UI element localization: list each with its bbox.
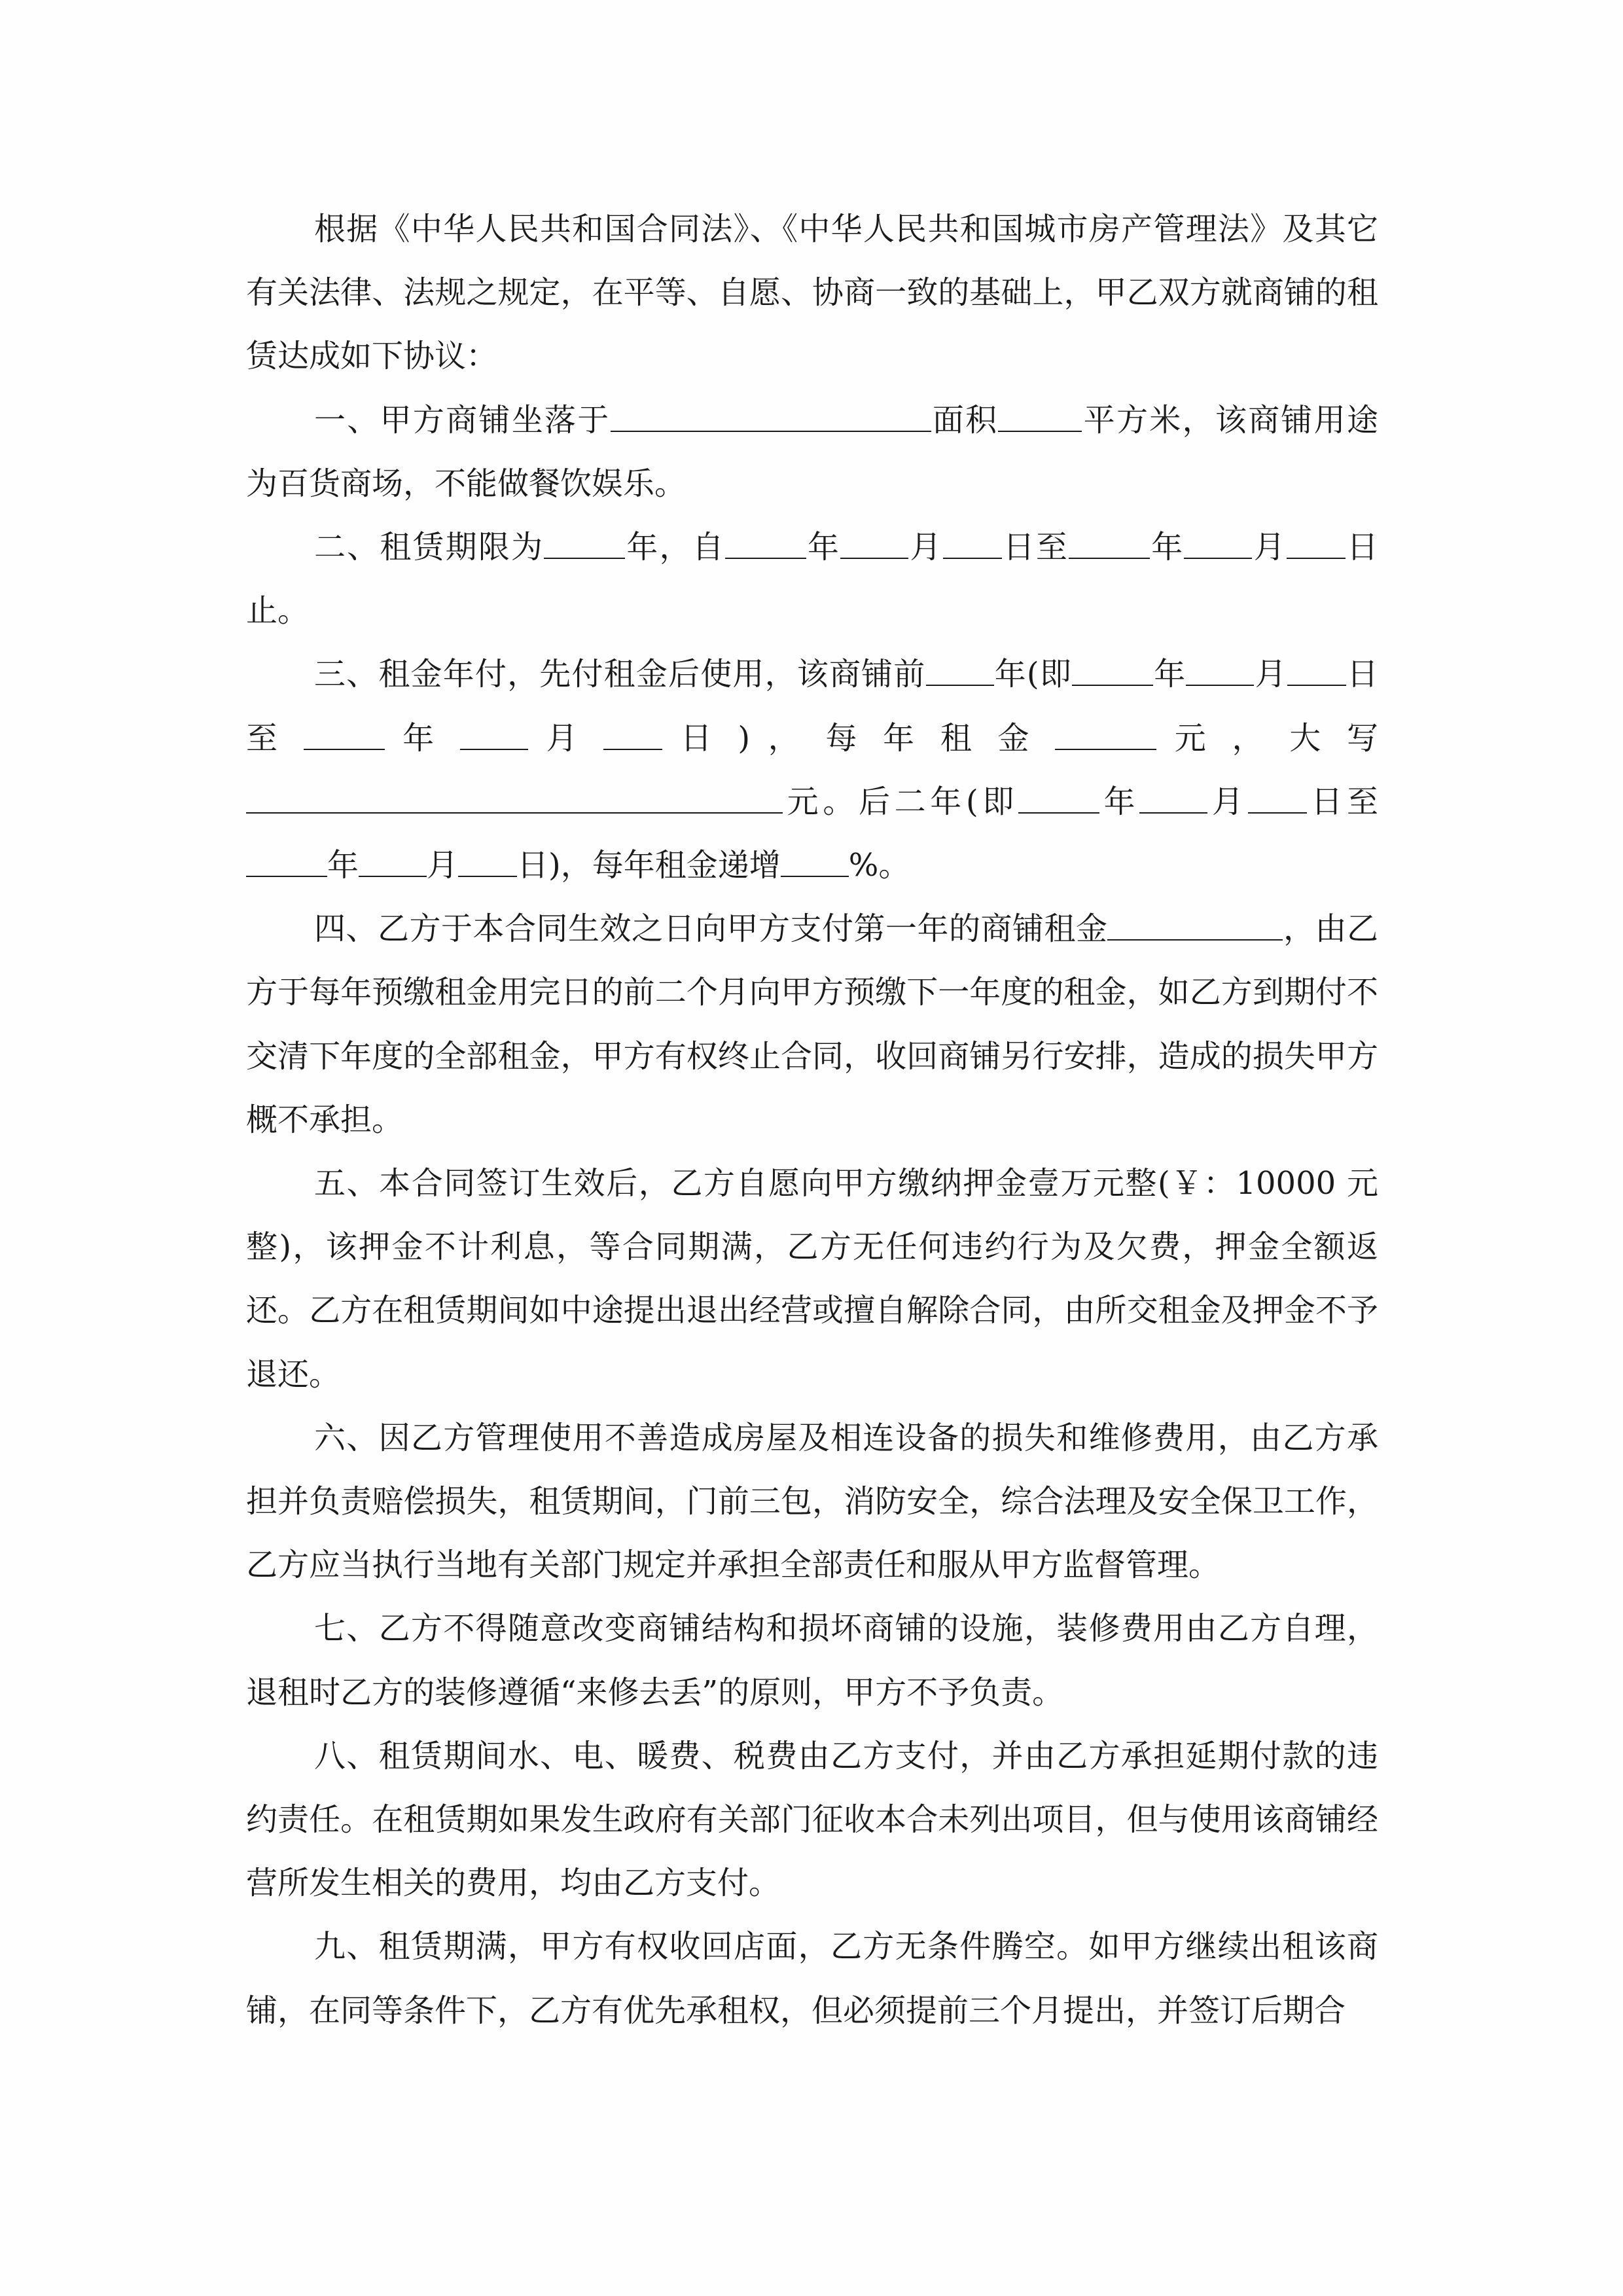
- paragraph-intro: [246, 198, 1378, 389]
- paragraph-text: 一、甲方商铺坐落于: [314, 401, 611, 439]
- fill-in-blank[interactable]: [246, 847, 327, 877]
- paragraph-clause-2: [246, 516, 1378, 643]
- paragraph-clause-7: [246, 1597, 1378, 1724]
- paragraph-text: 月: [1207, 783, 1248, 820]
- paragraph-text: 日 至: [246, 656, 1378, 757]
- paragraph-text: 年: [1099, 783, 1140, 820]
- fill-in-blank[interactable]: [359, 847, 427, 877]
- paragraph-text: 年(即: [993, 656, 1073, 693]
- fill-in-blank[interactable]: [926, 656, 994, 686]
- paragraph-text: 五、本合同签订生效后，乙方自愿向甲方缴纳押金壹万元整(￥：10000 元整)，该押金不计利息，等合同期满，乙方无任何违约行为及欠费，押金全额返还。乙方在租赁期间如中途提出退出经营或擅自解除合同，由所交租金及押金不予退还。: [246, 1165, 1378, 1393]
- fill-in-blank[interactable]: [1018, 783, 1099, 814]
- fill-in-blank[interactable]: [1186, 656, 1254, 686]
- paragraph-text: 年: [806, 529, 841, 566]
- paragraph-text: 年，自: [625, 529, 725, 566]
- paragraph-text: 八、租赁期间水、电、暖费、税费由乙方支付，并由乙方承担延期付款的违约责任。在租赁期如果发生政府有关部门征收本合未列出项目，但与使用该商铺经营所发生相关的费用，均由乙方支付。: [246, 1737, 1378, 1902]
- paragraph-text: 月: [908, 529, 943, 566]
- fill-in-blank[interactable]: [304, 720, 385, 750]
- fill-in-blank[interactable]: [998, 402, 1082, 432]
- paragraph-text: 月: [427, 847, 459, 884]
- contract-body: [246, 198, 1378, 2043]
- paragraph-text: 三、租金年付，先付租金后使用，该商铺前: [314, 656, 926, 693]
- paragraph-text: 日止。: [246, 529, 1378, 630]
- paragraph-text: %。: [848, 847, 910, 884]
- paragraph-text: 月: [1254, 656, 1287, 693]
- fill-in-blank[interactable]: [1139, 783, 1207, 814]
- paragraph-clause-4: [246, 897, 1378, 1152]
- fill-in-blank[interactable]: [1107, 910, 1283, 941]
- paragraph-text: 年: [1150, 529, 1185, 566]
- paragraph-text: 日至: [1001, 529, 1069, 566]
- fill-in-blank[interactable]: [458, 847, 517, 877]
- paragraph-text: 年: [1153, 656, 1186, 693]
- paragraph-clause-9: [246, 1915, 1378, 2042]
- fill-in-blank[interactable]: [943, 529, 1002, 559]
- fill-in-blank[interactable]: [246, 783, 783, 814]
- paragraph-clause-5: [246, 1152, 1378, 1407]
- paragraph-text: 年: [327, 847, 359, 884]
- paragraph-clause-6: [246, 1407, 1378, 1598]
- paragraph-text: 四、乙方于本合同生效之日向甲方支付第一年的商铺租金: [314, 910, 1108, 948]
- paragraph-text: 日 ) ， 每 年 租 金: [662, 719, 1056, 757]
- paragraph-text: 元。后二年(即: [783, 783, 1018, 820]
- paragraph-text: 元 ， 大 写: [1156, 719, 1378, 757]
- fill-in-blank[interactable]: [611, 402, 931, 432]
- paragraph-text: 年: [384, 719, 460, 757]
- paragraph-text: ，由乙方于每年预缴租金用完日的前二个月向甲方预缴下一年度的租金，如乙方到期付不交清下年度的全部租金，甲方有权终止合同，收回商铺另行安排，造成的损失甲方概不承担。: [246, 910, 1378, 1138]
- fill-in-blank[interactable]: [1287, 529, 1346, 559]
- fill-in-blank[interactable]: [1287, 656, 1346, 686]
- paragraph-text: 平方米，该商铺用途为百货商场，不能做餐饮娱乐。: [246, 401, 1378, 502]
- paragraph-text: 月: [1252, 529, 1287, 566]
- fill-in-blank[interactable]: [544, 529, 625, 559]
- paragraph-text: 日至: [1306, 783, 1378, 820]
- paragraph-text: 月: [527, 719, 604, 757]
- fill-in-blank[interactable]: [1069, 529, 1150, 559]
- paragraph-clause-3: [246, 643, 1378, 897]
- paragraph-text: 面积: [931, 401, 999, 439]
- paragraph-clause-8: [246, 1725, 1378, 1916]
- fill-in-blank[interactable]: [460, 720, 528, 750]
- paragraph-text: 二、租赁期限为: [314, 529, 544, 566]
- paragraph-text: 六、因乙方管理使用不善造成房屋及相连设备的损失和维修费用，由乙方承担并负责赔偿损失，租赁期间，门前三包，消防安全，综合法理及安全保卫工作，乙方应当执行当地有关部门规定并承担全部责任和服从甲方监督管理。: [246, 1419, 1378, 1584]
- fill-in-blank[interactable]: [725, 529, 806, 559]
- fill-in-blank[interactable]: [1055, 720, 1156, 750]
- fill-in-blank[interactable]: [840, 529, 908, 559]
- paragraph-text: 根据《中华人民共和国合同法》、《中华人民共和国城市房产管理法》及其它有关法律、法规之规定，在平等、自愿、协商一致的基础上，甲乙双方就商铺的租赁达成如下协议：: [246, 211, 1378, 375]
- paragraph-text: 七、乙方不得随意改变商铺结构和损坏商铺的设施，装修费用由乙方自理，退租时乙方的装修遵循“来修去丢”的原则，甲方不予负责。: [246, 1610, 1378, 1711]
- fill-in-blank[interactable]: [1248, 783, 1307, 814]
- fill-in-blank[interactable]: [781, 847, 849, 877]
- paragraph-text: 日)，每年租金递增: [517, 847, 781, 884]
- fill-in-blank[interactable]: [1072, 656, 1153, 686]
- paragraph-text: 九、租赁期满，甲方有权收回店面，乙方无条件腾空。如甲方继续出租该商铺，在同等条件下，乙方有优先承租权，但必须提前三个月提出，并签订后期合: [246, 1928, 1378, 2029]
- fill-in-blank[interactable]: [603, 720, 662, 750]
- paragraph-clause-1: [246, 389, 1378, 516]
- fill-in-blank[interactable]: [1184, 529, 1252, 559]
